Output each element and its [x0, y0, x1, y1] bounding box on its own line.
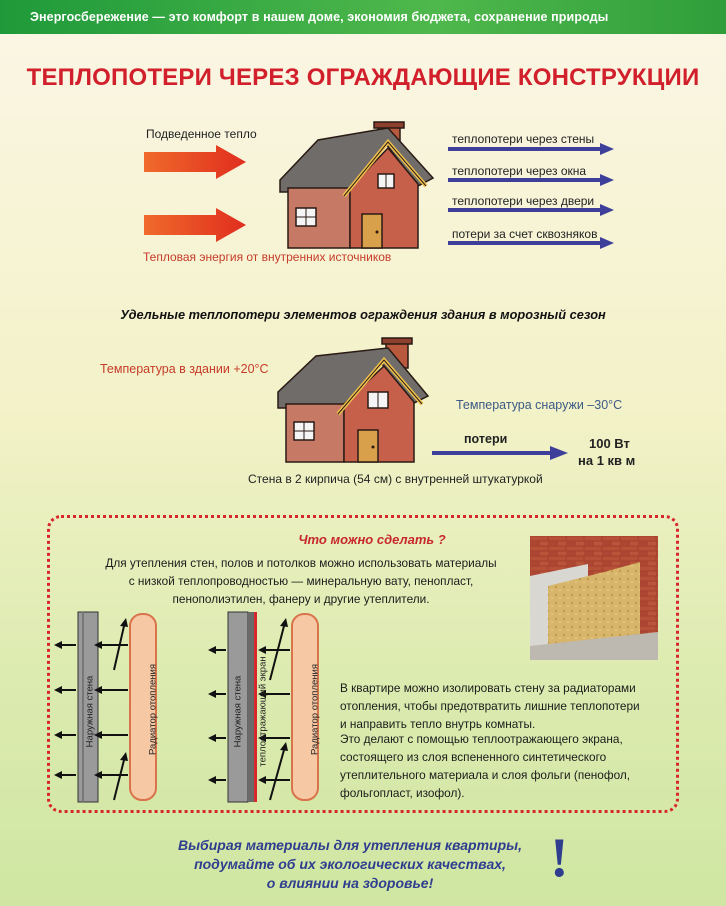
bottom-message — [150, 836, 550, 893]
radiator-label-left: Радиатор отопления — [147, 664, 159, 755]
tips-p1-line2: с низкой теплопроводностью — минеральную вату, пенопласт, — [128, 574, 474, 588]
bottom-line2: подумайте об их экологических качествах, — [194, 856, 506, 872]
exclamation-mark: ! — [550, 827, 569, 889]
tips-p1-line3: пенополиэтилен, фанеру и другие утеплители. — [172, 592, 430, 606]
loss-arrow-doors — [448, 208, 600, 212]
tips-p2-line2: отопления, чтобы предотвратить лишние теплопотери — [340, 699, 640, 713]
tips-p2-line1: В квартире можно изолировать стену за радиаторами — [340, 681, 636, 695]
temp-outside-label: Температура снаружи –30°С — [456, 398, 623, 412]
loss-arrow-drafts — [448, 241, 600, 245]
tips-p1-line1: Для утепления стен, полов и потолков можно использовать материалы — [105, 556, 497, 570]
temp-inside-label: Температура в здании +20°С — [100, 362, 269, 376]
tips-p2-line3: и направить тепло внутрь комнаты. — [340, 717, 536, 731]
loss-label-walls: теплопотери через стены — [452, 132, 595, 146]
tips-p3-line3: утеплительного материала и слоя фольги (пенофол, — [340, 768, 631, 782]
bottom-line1: Выбирая материалы для утепления квартиры, — [177, 837, 522, 853]
tips-paragraph-2 — [340, 679, 660, 733]
loss-label-windows: теплопотери через окна — [452, 164, 587, 178]
heat-arrow-2 — [144, 208, 246, 242]
radiator-label-right: Радиатор отопления — [309, 664, 321, 755]
tips-paragraph-3 — [340, 730, 660, 802]
screen-label: теплоотражающий экран — [257, 656, 269, 767]
loss-word: потери — [464, 432, 508, 446]
loss-label-drafts: потери за счет сквозняков — [452, 227, 598, 241]
tips-p3-line4: фольгопласт, изофол). — [340, 786, 465, 800]
internal-sources-label: Тепловая энергия от внутренних источников — [143, 250, 392, 264]
outer-wall-label-right: Наружная стена — [232, 675, 244, 748]
loss-arrow-windows — [448, 178, 600, 182]
page-title: ТЕПЛОПОТЕРИ ЧЕРЕЗ ОГРАЖДАЮЩИЕ КОНСТРУКЦИИ — [26, 64, 700, 91]
tips-paragraph-1 — [86, 554, 516, 608]
tips-p3-line1: Это делают с помощью теплоотражающего экрана, — [340, 732, 623, 746]
tips-p3-line2: состоящего из слоя вспененного синтетического — [340, 750, 607, 764]
banner-text: Энергосбережение — это комфорт в нашем доме, экономия бюджета, сохранение природы — [30, 10, 609, 24]
loss-arrow-main — [432, 446, 572, 460]
supplied-heat-label: Подведенное тепло — [146, 127, 257, 141]
house-illustration-1 — [258, 120, 438, 260]
loss-label-doors: теплопотери через двери — [452, 194, 595, 208]
section-subtitle: Удельные теплопотери элементов ограждения здания в морозный сезон — [120, 307, 606, 322]
outer-wall-label-left: Наружная стена — [84, 675, 96, 748]
wall-note: Стена в 2 кирпича (54 см) с внутренней штукатуркой — [248, 472, 543, 486]
wall-insulation-photo — [530, 536, 658, 660]
loss-value-line2: на 1 кв м — [578, 453, 636, 468]
bottom-line3: о влиянии на здоровье! — [266, 875, 434, 891]
tips-question: Что можно сделать ? — [298, 532, 446, 547]
loss-value-line1: 100 Вт — [589, 436, 630, 451]
loss-arrow-walls — [448, 147, 600, 151]
heat-input-arrows — [144, 145, 250, 243]
house-illustration-2 — [256, 336, 436, 472]
top-banner — [0, 0, 726, 34]
loss-arrows — [448, 140, 618, 250]
heat-arrow-1 — [144, 145, 246, 179]
